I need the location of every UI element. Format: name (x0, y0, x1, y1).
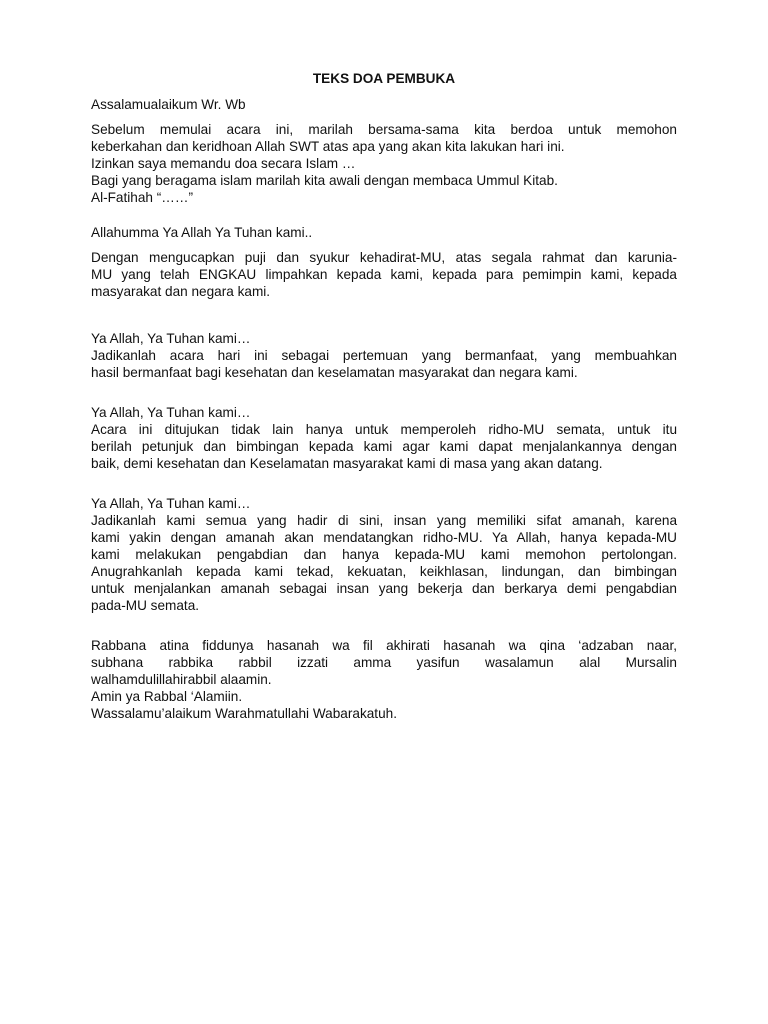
closing-line: Amin ya Rabbal ‘Alamiin. (91, 689, 243, 704)
paragraph-gratitude (91, 249, 677, 300)
closing-line: Wassalamu’alaikum Warahmatullahi Wabarakatuh. (91, 706, 397, 721)
intro-line: keberkahan dan keridhoan Allah SWT atas apa yang akan kita lakukan hari ini. (91, 139, 565, 154)
invocation-line: Ya Allah, Ya Tuhan kami… (91, 496, 251, 511)
paragraph-line: kami yakin dengan amanah akan mendatangkan ridho-MU. Ya Allah, hanya kepada-MU (91, 530, 677, 545)
intro-line: Bagi yang beragama islam marilah kita awali dengan membaca Ummul Kitab. (91, 173, 558, 188)
paragraph-trust (91, 495, 677, 614)
paragraph-line: Acara ini ditujukan tidak lain hanya untuk memperoleh ridho-MU semata, untuk itu (91, 422, 677, 437)
paragraph-line: Dengan mengucapkan puji dan syukur kehadirat-MU, atas segala rahmat dan karunia- (91, 250, 677, 265)
document-page (91, 70, 677, 722)
paragraph-line: berilah petunjuk dan bimbingan kepada kami agar kami dapat menjalankannya dengan (91, 439, 677, 454)
opening-invocation: Allahumma Ya Allah Ya Tuhan kami.. (91, 225, 313, 240)
paragraph-meeting (91, 330, 677, 381)
paragraph-line: baik, demi kesehatan dan Keselamatan masyarakat kami di masa yang akan datang. (91, 456, 603, 471)
greeting: Assalamualaikum Wr. Wb (91, 97, 246, 112)
paragraph-line: pada-MU semata. (91, 598, 200, 613)
closing-line: walhamdulillahirabbil alaamin. (91, 672, 272, 687)
paragraph-line: MU yang telah ENGKAU limpahkan kepada kami, kepada para pemimpin kami, kepada (91, 267, 677, 282)
intro-line: Al-Fatihah “……” (91, 190, 193, 205)
paragraph-line: Jadikanlah acara hari ini sebagai pertemuan yang bermanfaat, yang membuahkan (91, 348, 677, 363)
closing-prayer (91, 637, 677, 722)
paragraph-line: untuk menjalankan amanah sebagai insan yang bekerja dan berkarya demi pengabdian (91, 581, 677, 596)
paragraph-line: masyarakat dan negara kami. (91, 284, 271, 299)
intro-line: Izinkan saya memandu doa secara Islam … (91, 156, 356, 171)
paragraph-line: Jadikanlah kami semua yang hadir di sini, insan yang memiliki sifat amanah, karena (91, 513, 677, 528)
paragraph-purpose (91, 404, 677, 472)
paragraph-line: kami melakukan pengabdian dan hanya kepada-MU kami memohon pertolongan. (91, 547, 677, 562)
paragraph-line: hasil bermanfaat bagi kesehatan dan keselamatan masyarakat dan negara kami. (91, 365, 578, 380)
closing-line: subhana rabbika rabbil izzati amma yasifun wasalamun alal Mursalin (91, 655, 677, 670)
closing-line: Rabbana atina fiddunya hasanah wa fil akhirati hasanah wa qina ‘adzaban naar, (91, 638, 677, 653)
intro-paragraph (91, 121, 677, 206)
document-title: TEKS DOA PEMBUKA (312, 71, 456, 86)
paragraph-line: Anugrahkanlah kepada kami tekad, kekuatan, keikhlasan, lindungan, dan bimbingan (91, 564, 677, 579)
invocation-line: Ya Allah, Ya Tuhan kami… (91, 331, 251, 346)
intro-line: Sebelum memulai acara ini, marilah bersama-sama kita berdoa untuk memohon (91, 122, 677, 137)
invocation-line: Ya Allah, Ya Tuhan kami… (91, 405, 251, 420)
